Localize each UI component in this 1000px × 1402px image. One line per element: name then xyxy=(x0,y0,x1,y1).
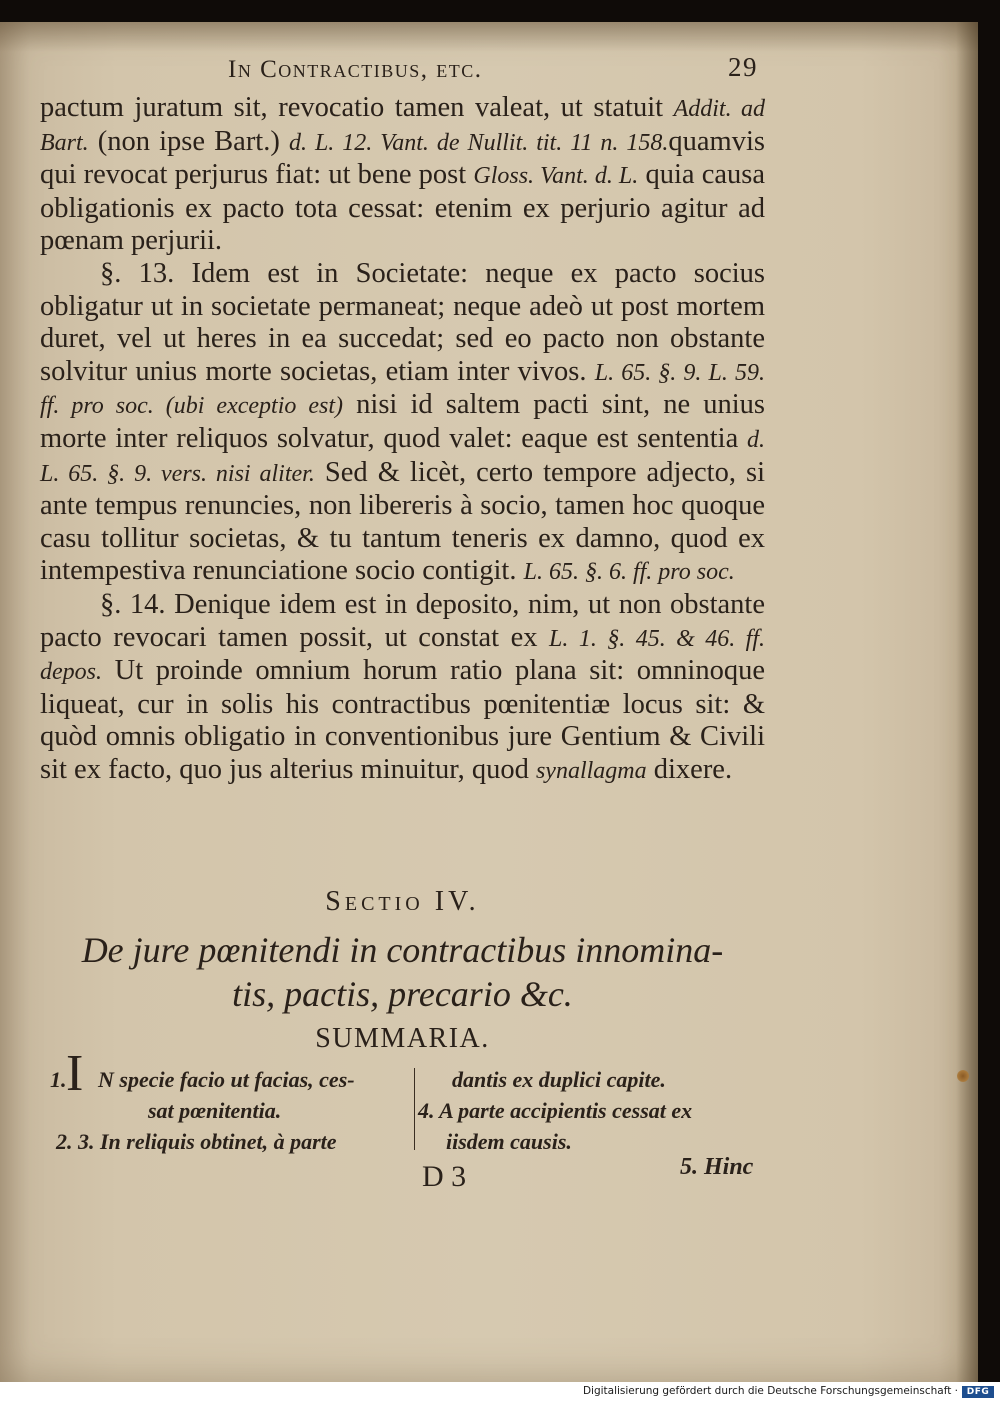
page-number: 29 xyxy=(728,52,758,82)
p2-text-1: §. 13. Idem est in Societate: neque ex pacto socius obligatur ut in societate permaneat; neque adeò ut post mortem duret, vel ut heres in ea succedat; sed eo pacto non obstante solvitur unius morte societas, etiam inter vivos. xyxy=(40,257,765,387)
p2-text-2: nisi id saltem pacti sint, ne unius morte inter reliquos solvatur, quod valet: eaque est sententia xyxy=(40,389,765,454)
p1-text-3: quamvis qui revocat perjurus fiat: ut bene post xyxy=(40,125,765,191)
p3-citation-1: L. 1. §. 45. & 46. ff. depos. xyxy=(40,625,765,686)
funding-credit: Digitalisierung gefördert durch die Deutsche Forschungsgemeinschaft · xyxy=(582,1385,958,1397)
running-title: In Contractibus, etc. xyxy=(228,56,483,83)
p1-line1: pactum juratum sit, revocatio tamen valeat, ut statuit xyxy=(40,92,664,123)
paragraph-1 xyxy=(40,92,765,258)
p1-citation-3: Gloss. Vant. d. L. xyxy=(473,163,639,190)
section-subtitle-line-2: tis, pactis, precario &c. xyxy=(232,974,573,1014)
p2-citation-3: L. 65. §. 6. ff. pro soc. xyxy=(523,559,735,586)
p2-citation-2: d. L. 65. §. 9. vers. nisi aliter. xyxy=(40,426,765,487)
p3-text-1: §. 14. Denique idem est in deposito, nim, ut non obstante pacto revocari tamen possit, ut constat ex xyxy=(40,588,765,653)
summaria-heading: SUMMARIA. xyxy=(315,1023,490,1054)
p3-text-3: dixere. xyxy=(646,753,733,785)
p1-citation-1: Addit. ad Bart. xyxy=(40,96,765,156)
summary-right-line-2: 4. A parte accipientis cessat ex xyxy=(418,1098,693,1123)
signature-mark: D 3 xyxy=(422,1160,467,1193)
summary-number-1: 1. xyxy=(50,1067,67,1092)
summaria-left-column xyxy=(50,1045,416,1157)
p1-text-4: quia causa obligationis ex pacto tota cessat: etenim ex perjurio agitur ad pœnam perjurii. xyxy=(40,159,766,257)
summary-left-line-1: N specie facio ut facias, ces- xyxy=(98,1067,355,1092)
running-header xyxy=(228,52,758,92)
dfg-logo: DFG xyxy=(962,1386,994,1398)
catchword: 5. Hinc xyxy=(680,1154,754,1180)
summary-left-line-3: 2. 3. In reliquis obtinet, à parte xyxy=(56,1129,337,1154)
summary-right-line-3: iisdem causis. xyxy=(446,1129,572,1154)
summaria-divider xyxy=(414,1068,415,1150)
p1-text-2: (non ipse Bart.) xyxy=(88,125,289,157)
section-title: Sectio IV. xyxy=(325,886,480,917)
footer-bar xyxy=(0,1382,1000,1402)
p2-citation-1: L. 65. §. 9. L. 59. ff. pro soc. (ubi exceptio est) xyxy=(40,359,765,420)
paragraph-3 xyxy=(40,589,765,788)
summary-left-line-2: sat pœnitentia. xyxy=(148,1098,282,1123)
main-text xyxy=(40,92,765,787)
p3-term: synallagma xyxy=(535,757,647,784)
summary-right-line-1: dantis ex duplici capite. xyxy=(452,1067,666,1092)
summaria-right-column xyxy=(418,1064,778,1157)
p2-text-3: Sed & licèt, certo tempore adjecto, si ante tempus renuncies, non libereris à socio, tamen hoc quoque casu tollitur societas, & tu tantum teneris ex damno, quod ex intempestiva renunciatione socio contigit. xyxy=(40,456,766,587)
paragraph-2 xyxy=(40,258,765,589)
p3-text-2: Ut proinde omnium horum ratio plana sit: omninoque liqueat, cur in solis his contractibus pœnitentiæ locus sit: & quòd omnis obligatio in conventionibus jure Gentium & Civili sit ex facto, quo jus alterius minuitur, quod xyxy=(40,655,765,785)
section-subtitle-line-1: De jure pœnitendi in contractibus innomina- xyxy=(81,930,724,970)
section-subtitle xyxy=(40,928,765,1016)
paper-stain xyxy=(957,1070,969,1082)
drop-initial: I xyxy=(66,1045,84,1102)
p1-citation-2: d. L. 12. Vant. de Nullit. tit. 11 n. 158. xyxy=(288,129,669,156)
